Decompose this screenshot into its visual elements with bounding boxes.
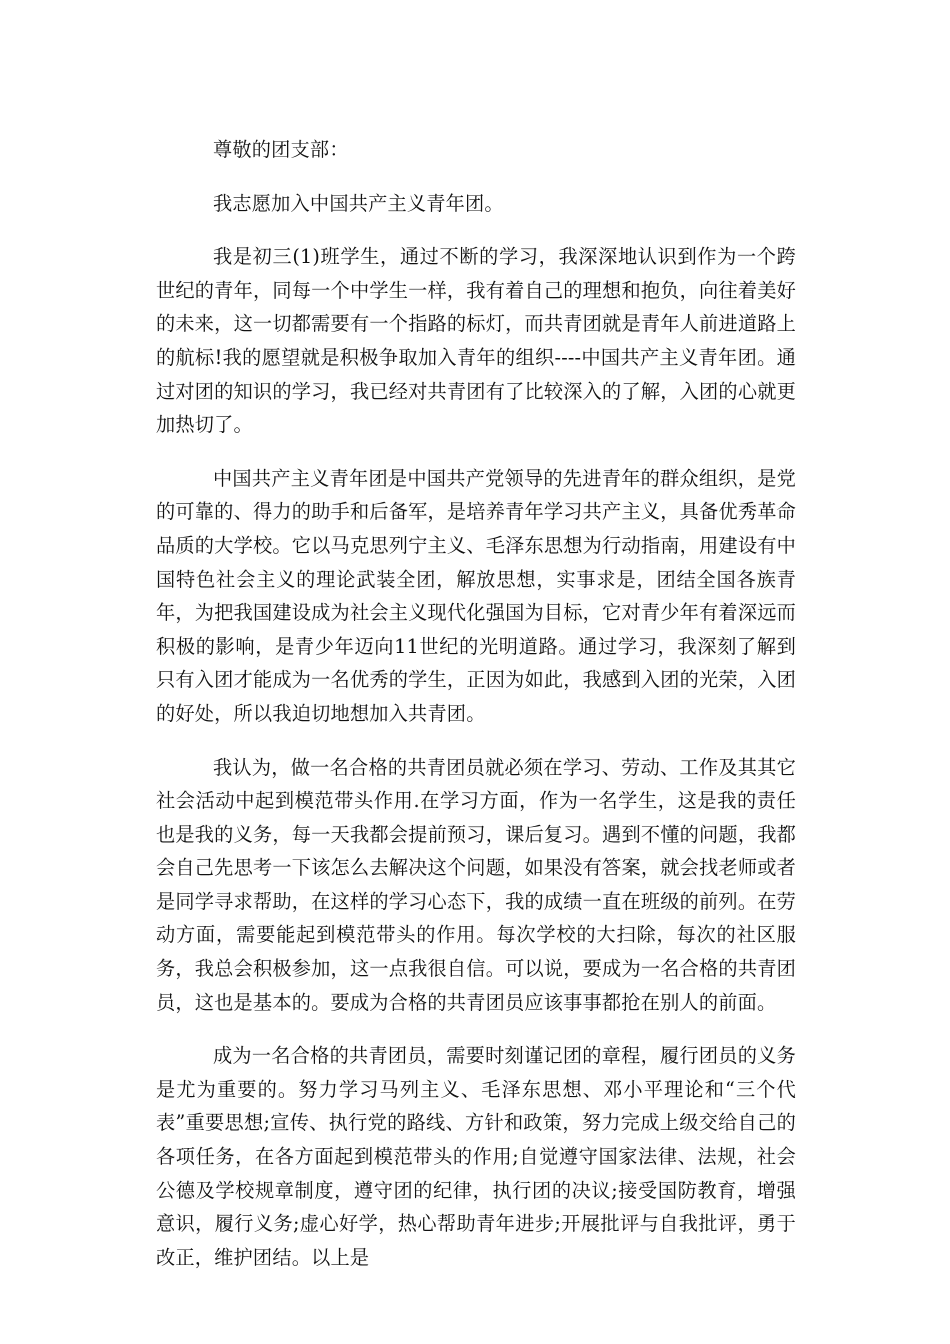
paragraph-3: 中国共产主义青年团是中国共产党领导的先进青年的群众组织，是党的可靠的、得力的助手和后备军，是培养青年学习共产主义，具备优秀革命品质的大学校。它以马克思列宁主义、毛泽东思想为行动指南，用建设有中国特色社会主义的理论武装全团，解放思想，实事求是，团结全国各族青年，为把我国建设成为社会主义现代化强国为目标，它对青少年有着深远而积极的影响，是青少年迈向11世纪的光明道路。通过学习，我深刻了解到只有入团才能成为一名优秀的学生，正因为如此，我感到入团的光荣，入团的好处，所以我迫切地想加入共青团。 [156,466,796,725]
paragraph-1: 我志愿加入中国共产主义青年团。 [213,191,504,215]
document-body [156,133,796,1274]
salutation: 尊敬的团支部： [213,138,349,161]
paragraph-5: 成为一名合格的共青团员，需要时刻谨记团的章程，履行团员的义务是尤为重要的。努力学习马列主义、毛泽东思想、邓小平理论和“三个代表”重要思想;宣传、执行党的路线、方针和政策，努力完成上级交给自己的各项任务，在各方面起到模范带头的作用;自觉遵守国家法律、法规，社会公德及学校规章制度，遵守团的纪律，执行团的决议;接受国防教育，增强意识，履行义务;虚心好学，热心帮助青年进步;开展批评与自我批评，勇于改正，维护团结。以上是 [156,1044,796,1269]
paragraph-2: 我是初三(1)班学生，通过不断的学习，我深深地认识到作为一个跨世纪的青年，同每一个中学生一样，我有着自己的理想和抱负，向往着美好的未来，这一切都需要有一个指路的标灯，而共青团就是青年人前进道路上的航标!我的愿望就是积极争取加入青年的组织----中国共产主义青年团。通过对团的知识的学习，我已经对共青团有了比较深入的了解，入团的心就更加热切了。 [156,245,796,437]
paragraph-4: 我认为，做一名合格的共青团员就必须在学习、劳动、工作及其其它社会活动中起到模范带头作用.在学习方面，作为一名学生，这是我的责任也是我的义务，每一天我都会提前预习，课后复习。遇到不懂的问题，我都会自己先思考一下该怎么去解决这个问题，如果没有答案，就会找老师或者是同学寻求帮助，在这样的学习心态下，我的成绩一直在班级的前列。在劳动方面，需要能起到模范带头的作用。每次学校的大扫除，每次的社区服务，我总会积极参加，这一点我很自信。可以说，要成为一名合格的共青团员，这也是基本的。要成为合格的共青团员应该事事都抢在别人的前面。 [156,755,796,1014]
